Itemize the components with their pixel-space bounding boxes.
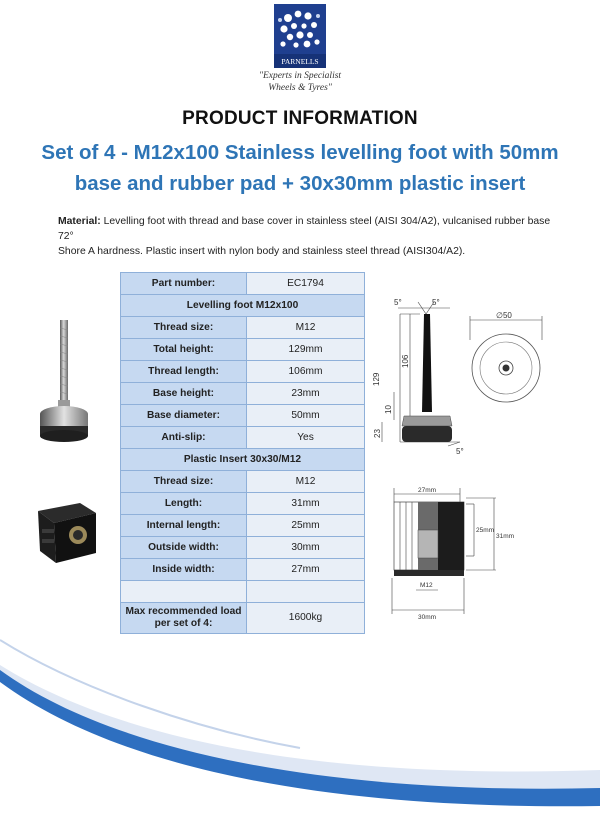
dim-inner-label: 25mm xyxy=(476,527,495,534)
max-load-label-line2: per set of 4: xyxy=(154,618,213,629)
table-row xyxy=(121,559,365,581)
spec-label: Thread length: xyxy=(121,361,247,383)
material-text-line2: Shore A hardness. Plastic insert with nylon body and stainless steel thread (AISI304/A2). xyxy=(58,246,466,257)
plastic-insert-image xyxy=(34,493,104,565)
angle-left-label: 5° xyxy=(394,298,402,307)
spec-value: Yes xyxy=(247,427,365,449)
spec-value: EC1794 xyxy=(247,273,365,295)
spec-value: 129mm xyxy=(247,339,365,361)
blank-cell xyxy=(121,581,247,603)
spec-label: Outside width: xyxy=(121,537,247,559)
table-row xyxy=(121,405,365,427)
spec-value: 31mm xyxy=(247,493,365,515)
material-label: Material: xyxy=(58,216,101,227)
spec-label: Base diameter: xyxy=(121,405,247,427)
spec-value: M12 xyxy=(247,317,365,339)
product-title-line2: base and rubber pad + 30x30mm plastic insert xyxy=(74,172,526,195)
table-row xyxy=(121,383,365,405)
footer-wave xyxy=(0,630,600,835)
dim-diameter-label: ∅50 xyxy=(496,311,512,320)
plastic-insert-drawing xyxy=(378,478,518,624)
dim-base-small-label: 10 xyxy=(384,405,393,414)
page-heading: PRODUCT INFORMATION xyxy=(182,108,418,129)
table-row xyxy=(121,427,365,449)
dim-length-label: 31mm xyxy=(496,533,515,540)
spec-value: 25mm xyxy=(247,515,365,537)
spec-label: Part number: xyxy=(121,273,247,295)
spec-label: Anti-slip: xyxy=(121,427,247,449)
spec-label: Length: xyxy=(121,493,247,515)
table-row xyxy=(121,471,365,493)
spec-value: 1600kg xyxy=(247,603,365,634)
table-row xyxy=(121,449,365,471)
dim-base-label: 23 xyxy=(373,429,382,438)
spec-value: 23mm xyxy=(247,383,365,405)
dim-width-top-label: 27mm xyxy=(418,487,437,494)
dim-thread-label: 106 xyxy=(401,354,410,368)
table-row xyxy=(121,581,365,603)
table-row xyxy=(121,361,365,383)
table-row xyxy=(121,537,365,559)
material-description xyxy=(58,214,558,259)
dim-total-label: 129 xyxy=(372,372,381,386)
table-row xyxy=(121,295,365,317)
product-title-line1: Set of 4 - M12x100 Stainless levelling foot with 50mm xyxy=(41,141,559,164)
spec-label: Total height: xyxy=(121,339,247,361)
angle-bottom-label: 5° xyxy=(456,447,464,456)
spec-label: Thread size: xyxy=(121,317,247,339)
spec-value: M12 xyxy=(247,471,365,493)
angle-right-label: 5° xyxy=(432,298,440,307)
levelling-foot-image xyxy=(34,318,96,448)
table-row xyxy=(121,339,365,361)
spec-value: 27mm xyxy=(247,559,365,581)
parnells-logo xyxy=(274,4,326,68)
spec-label: Internal length: xyxy=(121,515,247,537)
spec-label: Base height: xyxy=(121,383,247,405)
levelling-foot-drawing xyxy=(360,296,550,458)
spec-value: 106mm xyxy=(247,361,365,383)
spec-value: 50mm xyxy=(247,405,365,427)
spec-label: Thread size: xyxy=(121,471,247,493)
tagline-line2: Wheels & Tyres" xyxy=(268,83,332,93)
tagline-line1: "Experts in Specialist xyxy=(258,71,342,81)
spec-label: Inside width: xyxy=(121,559,247,581)
section-header: Levelling foot M12x100 xyxy=(121,295,365,317)
spec-label xyxy=(121,603,247,634)
section-header: Plastic Insert 30x30/M12 xyxy=(121,449,365,471)
spec-table xyxy=(120,272,365,634)
dim-thread-label: M12 xyxy=(420,582,433,589)
blank-cell xyxy=(247,581,365,603)
table-row xyxy=(121,317,365,339)
max-load-label-line1: Max recommended load xyxy=(125,606,242,617)
table-row xyxy=(121,493,365,515)
dim-width-bottom-label: 30mm xyxy=(418,614,437,621)
material-text-line1: Levelling foot with thread and base cover in stainless steel (AISI 304/A2), vulcanised rubber base 72° xyxy=(58,216,551,242)
table-row xyxy=(121,273,365,295)
table-row xyxy=(121,603,365,634)
table-row xyxy=(121,515,365,537)
logo-text: PARNELLS xyxy=(281,57,319,66)
spec-value: 30mm xyxy=(247,537,365,559)
